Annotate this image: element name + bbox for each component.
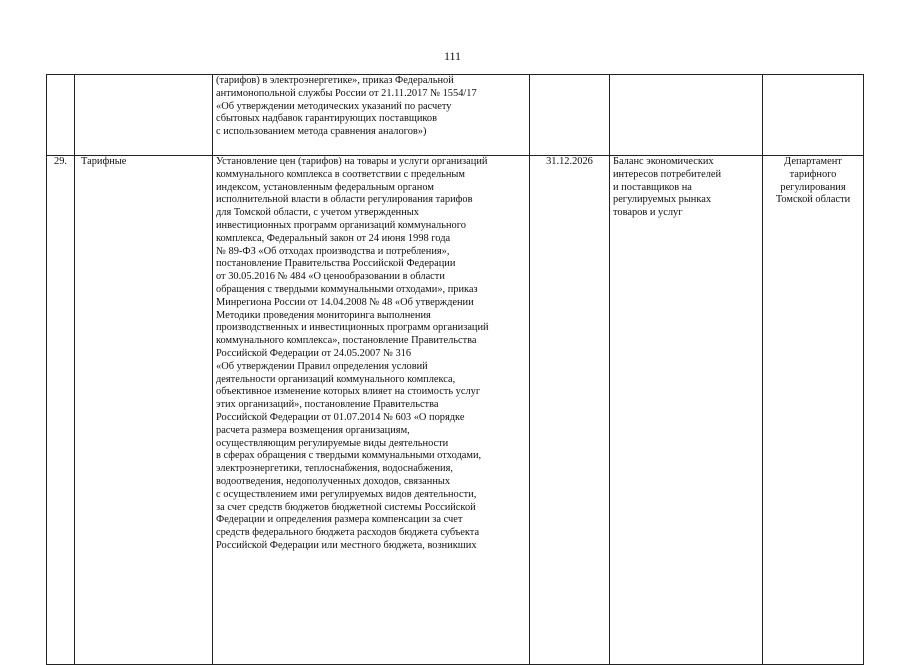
cell-result (610, 75, 763, 156)
description-line: постановление Правительства Российской Федерации (216, 258, 456, 270)
responsible-line: Департамент (784, 156, 842, 167)
cell-description (213, 156, 530, 665)
description-line: от 30.05.2016 № 484 «О ценообразовании в области (216, 271, 445, 283)
description-line: № 89-ФЗ «Об отходах производства и потребления», (216, 245, 450, 257)
description-line: производственных и инвестиционных программ организаций (216, 322, 489, 334)
description-line: расчета размера возмещения организациям, (216, 424, 410, 436)
description-line: за счет средств бюджетов бюджетной системы Российской (216, 501, 476, 513)
description-line: индексом, установленным федеральным органом (216, 181, 434, 193)
description-line: осуществляющим регулируемые виды деятельности (216, 437, 449, 449)
cell-responsible (763, 75, 864, 156)
description-line: исполнительной власти в области регулирования тарифов (216, 194, 473, 206)
description-line: коммунального комплекса в соответствии с предельным (216, 168, 465, 180)
description-line: Минрегиона России от 14.04.2008 № 48 «Об утверждении (216, 296, 474, 308)
description-line: деятельности организаций коммунального комплекса, (216, 373, 456, 385)
measures-table (46, 74, 864, 665)
description-line: средств федерального бюджета расходов бюджета субъекта (216, 527, 480, 539)
description-line: электроэнергетики, теплоснабжения, водоснабжения, (216, 463, 453, 475)
description-line: с использованием метода сравнения аналогов») (216, 126, 427, 138)
description-line: обращения с твердыми коммунальными отходами», приказ (216, 283, 478, 295)
description-line: Российской Федерации от 24.05.2007 № 316 (216, 347, 412, 359)
result-line: интересов потребителей (613, 168, 722, 180)
page-number: 111 (443, 49, 462, 63)
cell-name: Тарифные (75, 156, 213, 665)
description-line: этих организаций», постановление Правительства (216, 399, 439, 411)
cell-number (47, 75, 75, 156)
description-line: Российской Федерации или местного бюджета, возникших (216, 539, 477, 551)
cell-date: 31.12.2026 (530, 156, 610, 665)
description-line: водоотведения, недополученных доходов, связанных (216, 475, 451, 487)
result-line: товаров и услуг (613, 207, 683, 219)
description-line: Федерации и определения размера компенсации за счет (216, 514, 463, 526)
description-line: Российской Федерации от 01.07.2014 № 603 «О порядке (216, 411, 465, 423)
responsible-line: Томской области (775, 194, 851, 206)
cell-number: 29. (47, 156, 75, 665)
description-line: Установление цен (тарифов) на товары и услуги организаций (216, 156, 488, 167)
result-line: регулируемых рынках (613, 194, 712, 206)
description-line: «Об утверждении Правил определения условий (216, 360, 428, 372)
cell-date (530, 75, 610, 156)
description-line: комплекса, Федеральный закон от 24 июня 1998 года (216, 232, 451, 244)
cell-name (75, 75, 213, 156)
table-row-29 (47, 156, 864, 665)
description-line: объективное изменение которых влияет на стоимость услуг (216, 386, 481, 398)
description-line: с осуществлением ими регулируемых видов деятельности, (216, 488, 477, 500)
description-line: в сферах обращения с твердыми коммунальными отходами, (216, 450, 482, 462)
table-row-continuation (47, 75, 864, 156)
description-line: для Томской области, с учетом утвержденных (216, 207, 419, 219)
description-line: (тарифов) в электроэнергетике», приказ Федеральной (216, 75, 454, 86)
responsible-line: тарифного (789, 168, 837, 180)
result-line: и поставщиков на (613, 181, 692, 193)
cell-result (610, 156, 763, 665)
description-line: инвестиционных программ организаций коммунального (216, 219, 466, 231)
description-line: антимонопольной службы России от 21.11.2017 № 1554/17 (216, 87, 477, 99)
description-line: коммунального комплекса», постановление Правительства (216, 335, 477, 347)
description-line: Методики проведения мониторинга выполнения (216, 309, 431, 321)
cell-responsible (763, 156, 864, 665)
responsible-line: регулирования (780, 181, 846, 193)
description-line: «Об утверждении методических указаний по расчету (216, 100, 452, 112)
cell-description (213, 75, 530, 156)
result-line: Баланс экономических (613, 156, 714, 167)
description-line: сбытовых надбавок гарантирующих поставщиков (216, 113, 438, 125)
